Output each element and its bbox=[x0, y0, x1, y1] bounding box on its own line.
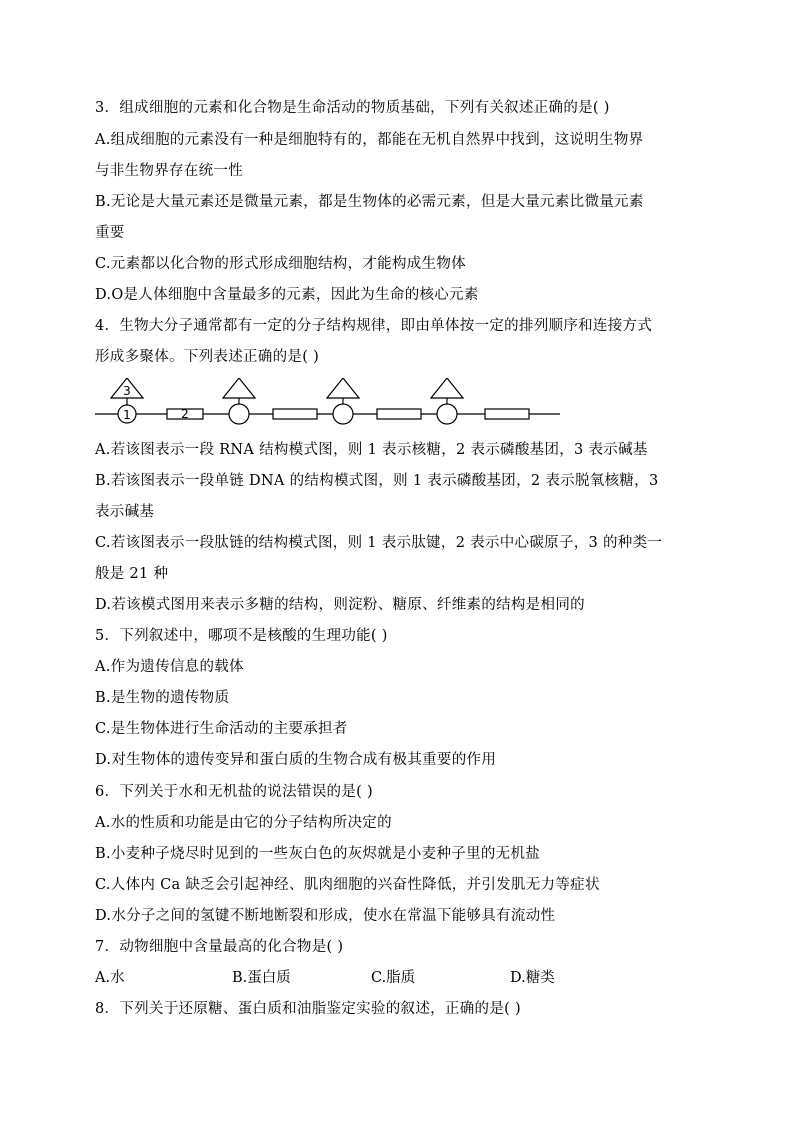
rect-unit-4 bbox=[485, 409, 529, 419]
q4-option-c-line1: C.若该图表示一段肽链的结构模式图，则 1 表示肽键，2 表示中心碳原子，3 的种类一 bbox=[95, 535, 663, 551]
q4-option-b-line2: 表示碱基 bbox=[95, 504, 155, 520]
triangle-base-2 bbox=[223, 378, 255, 398]
triangle-base-3 bbox=[327, 378, 359, 398]
q6-stem: 6．下列关于水和无机盐的说法错误的是( ) bbox=[95, 784, 373, 800]
circle-unit-2 bbox=[229, 404, 249, 424]
q6-option-c: C.人体内 Ca 缺乏会引起神经、肌肉细胞的兴奋性降低，并引发肌无力等症状 bbox=[95, 877, 600, 893]
q7-option-c: C.脂质 bbox=[371, 970, 416, 986]
q3-option-a-line1: A.组成细胞的元素没有一种是细胞特有的，都能在无机自然界中找到，这说明生物界 bbox=[95, 132, 644, 148]
q6-option-a: A.水的性质和功能是由它的分子结构所决定的 bbox=[95, 815, 392, 831]
q3-option-b-line2: 重要 bbox=[95, 225, 125, 241]
label-3: 3 bbox=[123, 384, 131, 398]
q8-stem: 8．下列关于还原糖、蛋白质和油脂鉴定实验的叙述，正确的是( ) bbox=[95, 1001, 521, 1017]
triangle-base-4 bbox=[431, 378, 463, 398]
q5-option-c: C.是生物体进行生命活动的主要承担者 bbox=[95, 721, 348, 737]
q3-option-c: C.元素都以化合物的形式形成细胞结构，才能构成生物体 bbox=[95, 256, 466, 272]
q4-stem-line1: 4．生物大分子通常都有一定的分子结构规律，即由单体按一定的排列顺序和连接方式 bbox=[95, 318, 653, 334]
q4-stem-line2: 形成多聚体。下列表述正确的是( ) bbox=[95, 349, 320, 365]
q4-option-c-line2: 般是 21 种 bbox=[95, 566, 169, 582]
q7-option-b: B.蛋白质 bbox=[232, 970, 291, 986]
q7-option-d: D.糖类 bbox=[510, 970, 555, 986]
q4-option-a: A.若该图表示一段 RNA 结构模式图，则 1 表示核糖，2 表示磷酸基团，3 表示碱基 bbox=[95, 442, 648, 458]
q5-stem: 5．下列叙述中，哪项不是核酸的生理功能( ) bbox=[95, 628, 388, 644]
polymer-structure-diagram bbox=[95, 378, 560, 426]
rect-unit-2 bbox=[273, 409, 317, 419]
q4-option-b-line1: B.若该图表示一段单链 DNA 的结构模式图，则 1 表示磷酸基团，2 表示脱氧核糖，3 bbox=[95, 473, 659, 489]
q5-option-b: B.是生物的遗传物质 bbox=[95, 690, 230, 706]
q6-option-b: B.小麦种子烧尽时见到的一些灰白色的灰烬就是小麦种子里的无机盐 bbox=[95, 846, 541, 862]
label-1: 1 bbox=[123, 408, 131, 422]
rect-unit-3 bbox=[377, 409, 421, 419]
q3-option-b-line1: B.无论是大量元素还是微量元素，都是生物体的必需元素，但是大量元素比微量元素 bbox=[95, 194, 644, 210]
q3-stem: 3．组成细胞的元素和化合物是生命活动的物质基础，下列有关叙述正确的是( ) bbox=[95, 100, 610, 116]
q7-stem: 7．动物细胞中含量最高的化合物是( ) bbox=[95, 939, 344, 955]
q4-option-d: D.若该模式图用来表示多糖的结构，则淀粉、糖原、纤维素的结构是相同的 bbox=[95, 597, 585, 613]
label-2: 2 bbox=[181, 407, 189, 421]
q6-option-d: D.水分子之间的氢键不断地断裂和形成，使水在常温下能够具有流动性 bbox=[95, 908, 556, 924]
q5-option-d: D.对生物体的遗传变异和蛋白质的生物合成有极其重要的作用 bbox=[95, 752, 497, 768]
q3-option-d: D.O是人体细胞中含量最多的元素，因此为生命的核心元素 bbox=[95, 287, 479, 303]
q7-option-a: A.水 bbox=[95, 970, 125, 986]
q5-option-a: A.作为遗传信息的载体 bbox=[95, 659, 244, 675]
q3-option-a-line2: 与非生物界存在统一性 bbox=[95, 163, 243, 179]
circle-unit-3 bbox=[333, 404, 353, 424]
circle-unit-4 bbox=[437, 404, 457, 424]
